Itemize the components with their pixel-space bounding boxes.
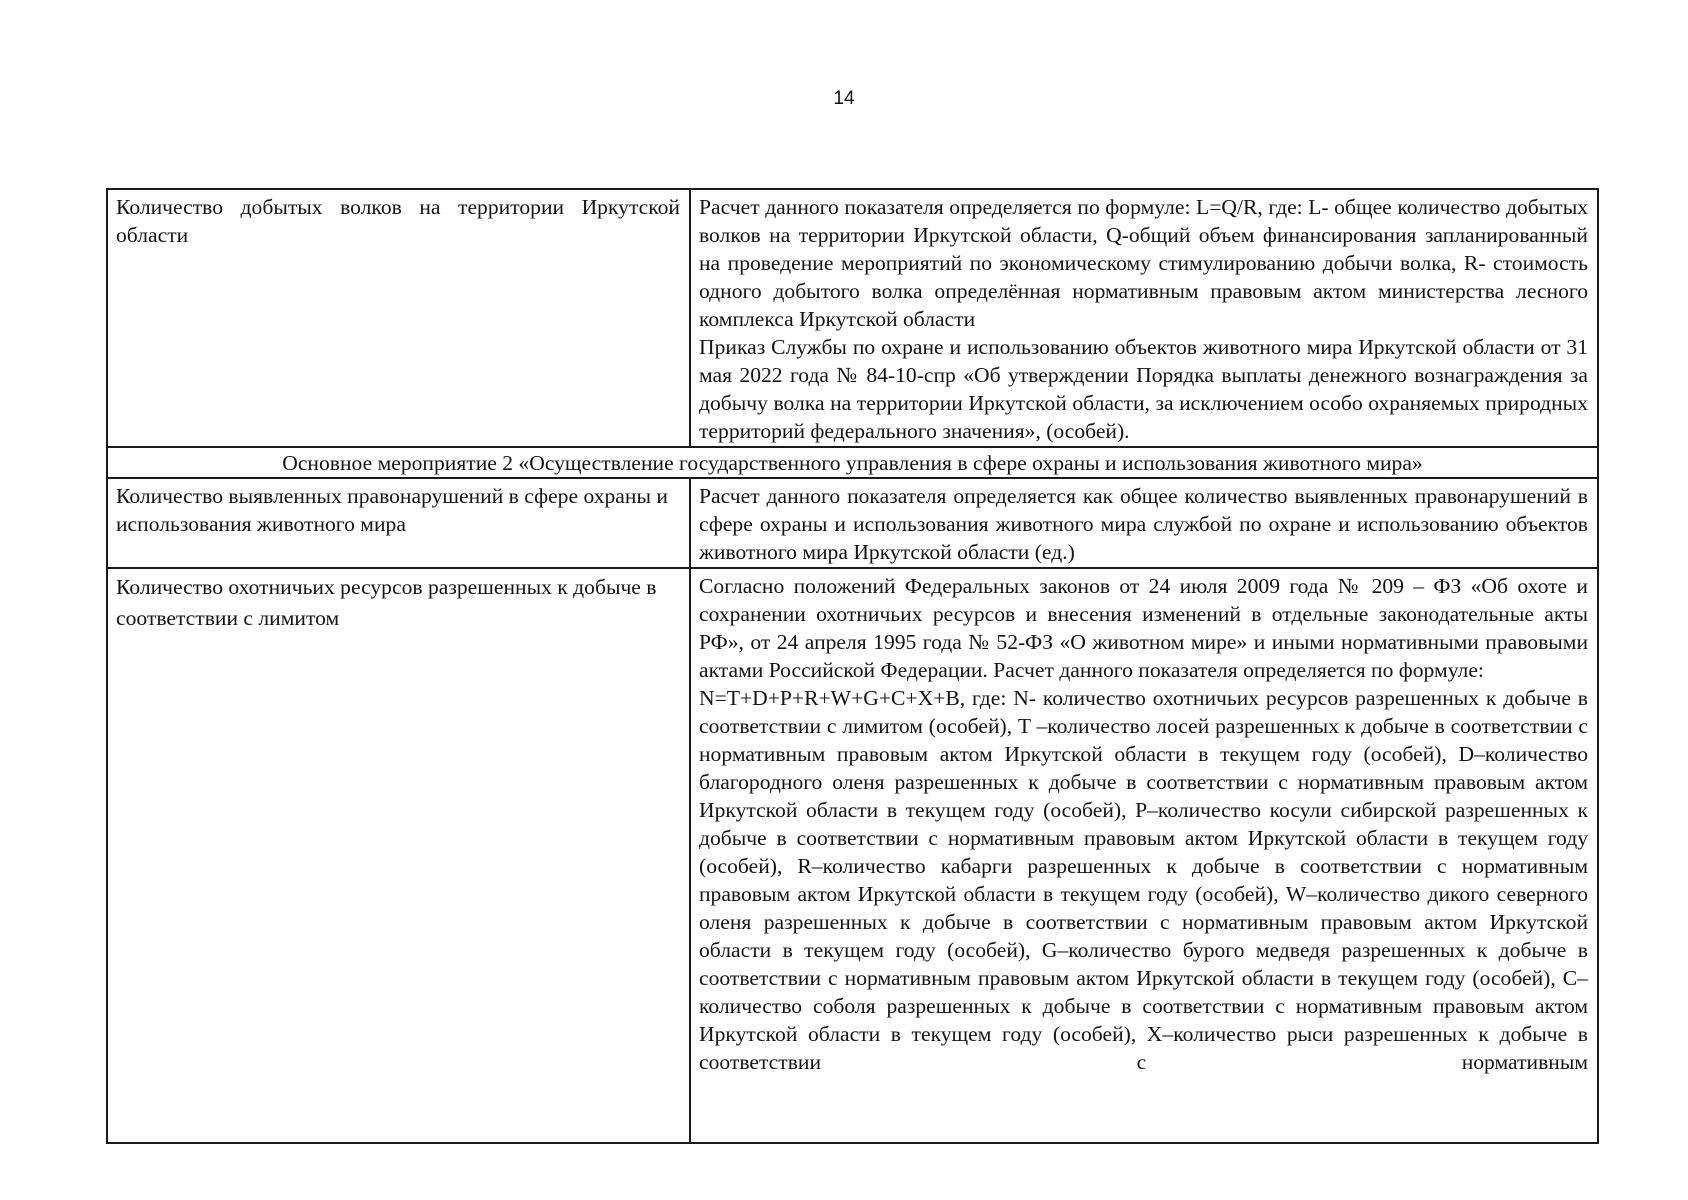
method-paragraph: Приказ Службы по охране и использованию объектов животного мира Иркутской области от 31 мая 2022 года № 84-10-спр «Об утверждении Порядка выплаты денежного вознаграждения за добычу волка на территории Иркутской области, за исключением особо охраняемых природных территорий федерального значения», (особей). [699, 335, 1588, 443]
indicator-cell [107, 568, 690, 1143]
table-row [107, 478, 1598, 568]
method-cell [690, 189, 1598, 447]
table-row [107, 568, 1598, 1143]
indicator-text: Количество охотничьих ресурсов разрешенных к добыче в соответствии с лимитом [116, 575, 657, 630]
method-paragraph: Расчет данного показателя определяется как общее количество выявленных правонарушений в сфере охраны и использования животного мира службой по охране и использованию объектов животного мира Иркутской области (ед.) [699, 484, 1588, 564]
indicator-cell [107, 478, 690, 568]
section-header: Основное мероприятие 2 «Осуществление государственного управления в сфере охраны и использования животного мира» [107, 447, 1598, 478]
indicator-cell [107, 189, 690, 447]
method-cell [690, 478, 1598, 568]
table-row [107, 189, 1598, 447]
indicators-table [106, 188, 1599, 1144]
method-paragraph: Расчет данного показателя определяется по формуле: L=Q/R, где: L- общее количество добытых волков на территории Иркутской области, Q-общий объем финансирования запланированный на проведение мероприятий по экономическому стимулированию добычи волка, R- стоимость одного добытого волка определённая нормативным правовым актом министерства лесного комплекса Иркутской области [699, 195, 1588, 331]
section-header-row [107, 447, 1598, 478]
indicator-text: Количество выявленных правонарушений в сфере охраны и использования животного мира [116, 484, 668, 536]
method-paragraph: Согласно положений Федеральных законов от 24 июля 2009 года № 209 – ФЗ «Об охоте и сохранении охотничьих ресурсов и внесения изменений в отдельные законодательные акты РФ», от 24 апреля 1995 года № 52-ФЗ «О животном мире» и иными нормативными правовыми актами Российской Федерации. Расчет данного показателя определяется по формуле: [699, 574, 1588, 682]
method-cell [690, 568, 1598, 1143]
page-number: 14 [833, 88, 855, 109]
indicator-text: Количество добытых волков на территории Иркутской области [116, 195, 680, 247]
method-paragraph: N=T+D+P+R+W+G+C+X+B, где: N- количество охотничьих ресурсов разрешенных к добыче в соответствии с лимитом (особей), T –количество лосей разрешенных к добыче в соответствии с нормативным правовым актом Иркутской области в текущем году (особей), D–количество благородного оленя разрешенных к добыче в соответствии с нормативным правовым актом Иркутской области в текущем году (особей), P–количество косули сибирской разрешенных к добыче в соответствии с нормативным правовым актом Иркутской области в текущем году (особей), R–количество кабарги разрешенных к добыче в соответствии с нормативным правовым актом Иркутской области в текущем году (особей), W–количество дикого северного оленя разрешенных к добыче в соответствии с нормативным правовым актом Иркутской области в текущем году (особей), G–количество бурого медведя разрешенных к добыче в соответствии с нормативным правовым актом Иркутской области в текущем году (особей), C–количество соболя разрешенных к добыче в соответствии с нормативным правовым актом Иркутской области в текущем году (особей), X–количество рыси разрешенных к добыче в соответствии с нормативным [699, 686, 1588, 1074]
